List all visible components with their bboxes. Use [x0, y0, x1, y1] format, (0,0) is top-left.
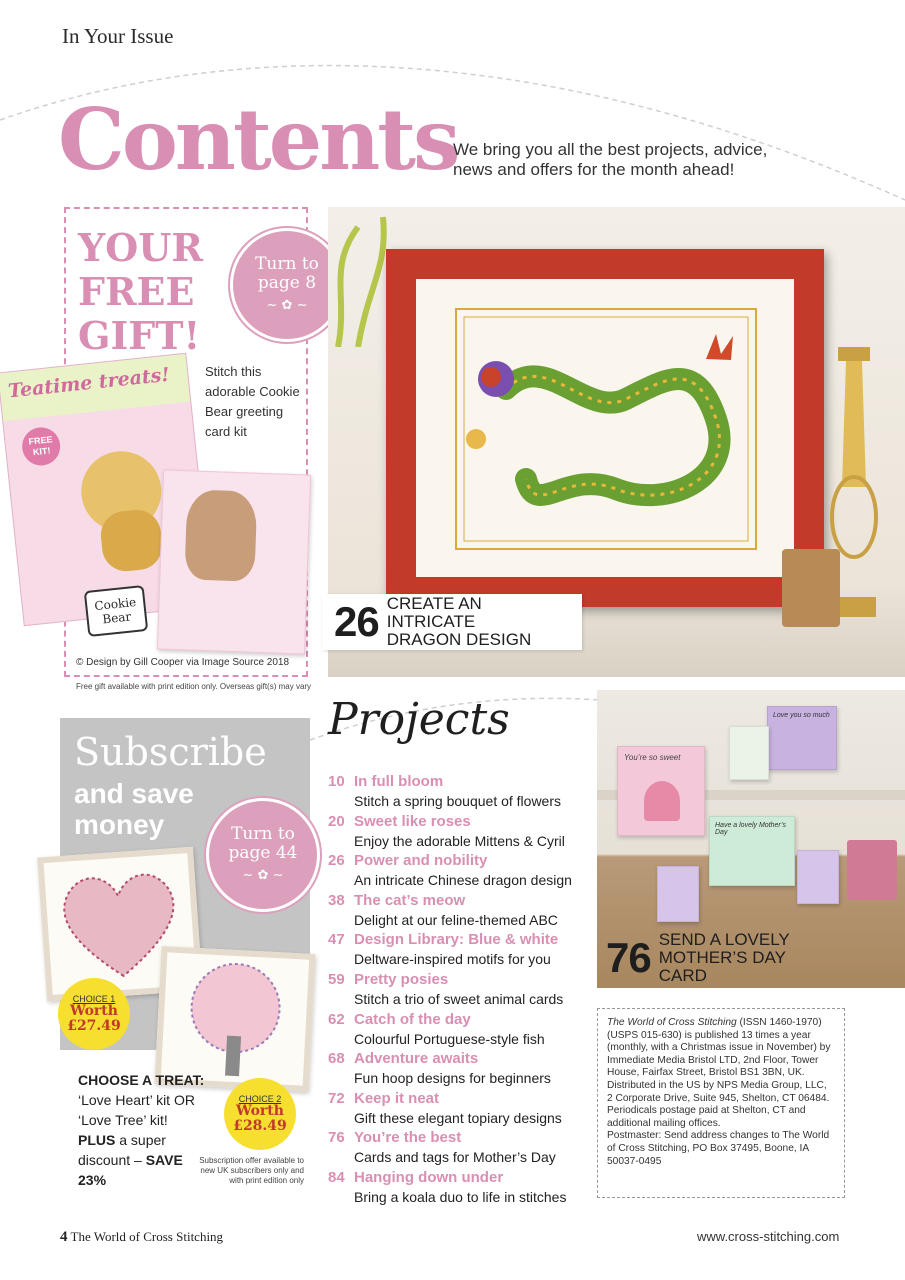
gift-tag-image: [729, 726, 769, 780]
dragon-caption[interactable]: [322, 594, 582, 650]
project-page-number: 47: [328, 931, 345, 949]
choice-label: CHOICE 1: [72, 994, 116, 1004]
project-heading: [328, 772, 590, 791]
choice-label: CHOICE 2: [238, 1094, 282, 1104]
turn-to-page-44-badge[interactable]: [206, 798, 320, 912]
cherry-tag-image: [797, 850, 839, 904]
page-number: 4: [60, 1229, 68, 1245]
page-title: Contents: [58, 90, 458, 189]
subscribe-note: Subscription offer available to new UK subscribers only and with print edition only: [199, 1156, 304, 1185]
project-heading: [328, 851, 590, 870]
treat-saving: SAVE 23%: [78, 1152, 183, 1188]
thread-spool-image: [782, 549, 840, 627]
card-text: Love you so much: [773, 712, 830, 719]
red-frame: [386, 249, 824, 607]
badge-line: Turn to: [255, 254, 319, 274]
caption-line: CREATE AN INTRICATE: [386, 594, 482, 631]
card-text: Have a lovely Mother’s Day: [715, 822, 786, 836]
free-gift-note: Free gift available with print edition only. Overseas gift(s) may vary: [76, 682, 312, 691]
projects-title: Projects: [328, 694, 510, 745]
project-page-number: 26: [328, 852, 345, 870]
project-heading: [328, 1168, 590, 1187]
project-heading: [328, 812, 590, 831]
caption-text: [387, 595, 570, 649]
love-card-image: [767, 706, 837, 770]
projects-list: [328, 772, 590, 1208]
choice-worth: Worth: [236, 1103, 284, 1119]
project-heading: [328, 891, 590, 910]
free-gift-description: Stitch this adorable Cookie Bear greeting card kit: [205, 364, 300, 439]
cookie-bear-logo: [84, 585, 148, 637]
project-item[interactable]: [328, 812, 590, 852]
image-credit: © Design by Gill Cooper via Image Source 2018: [76, 657, 290, 668]
caption-page-number: 26: [334, 598, 379, 645]
logo-line: Bear: [101, 609, 132, 627]
card-text: You’re so sweet: [624, 753, 681, 762]
subscribe-treat-text: [78, 1070, 208, 1190]
intro-text: We bring you all the best projects, advice, news and offers for the month ahead!: [453, 140, 768, 179]
project-page-number: 20: [328, 812, 345, 830]
free-gift-title: [78, 226, 203, 358]
project-heading: [328, 1128, 590, 1147]
treat-text: a super discount –: [78, 1132, 166, 1168]
swirl-icon: ~ ✿ ~: [266, 298, 308, 313]
cover-free-kit-badge: FREE KIT!: [20, 426, 62, 468]
project-item[interactable]: [328, 930, 590, 970]
project-page-number: 59: [328, 970, 345, 988]
project-item[interactable]: [328, 1089, 590, 1129]
postmaster-body: (ISSN 1460-1970) (USPS 015-630) is published 13 times a year (monthly, with a Christmas issue in November) by Immediate Media Bristol LTD, 2nd Floor, Tower House, Fairfax Street, Bristol BS1 3BN, UK. Distributed in the US by NPS Media Group, LLC, 2 Corporate Drive, Suite 945, Shelton, CT 06484. Periodicals postage paid at Shelton, CT and additional mailing offices.: [607, 1017, 831, 1129]
project-heading: [328, 930, 590, 949]
choice-price: £27.49: [67, 1018, 121, 1034]
cover-title: Teatime treats!: [0, 354, 190, 421]
badge-line: page 44: [228, 843, 298, 863]
treat-plus: PLUS: [78, 1132, 116, 1148]
caption-line: MOTHER’S DAY CARD: [658, 948, 786, 985]
tree-icon: [161, 952, 309, 1085]
postmaster-info: [597, 1008, 845, 1198]
project-heading: [328, 970, 590, 989]
project-item[interactable]: [328, 891, 590, 931]
bear-card-image: [157, 469, 311, 654]
badge-line: page 8: [257, 273, 317, 293]
choice-price: £28.49: [233, 1118, 287, 1134]
project-item[interactable]: [328, 1168, 590, 1208]
project-title: Catch of the day: [354, 1010, 471, 1028]
caption-line: SEND A LOVELY: [658, 930, 790, 949]
project-description: Gift these elegant topiary designs: [354, 1109, 562, 1126]
project-title: Adventure awaits: [354, 1050, 479, 1068]
bear-body-illustration: [99, 508, 165, 574]
turn-to-page-8-badge[interactable]: [230, 228, 344, 342]
treat-heading: CHOOSE A TREAT:: [78, 1072, 205, 1088]
project-page-number: 76: [328, 1129, 345, 1147]
project-heading: [328, 1089, 590, 1108]
project-description: Delight at our feline-themed ABC: [354, 911, 558, 928]
thread-tag-image: [657, 866, 699, 922]
project-heading: [328, 1049, 590, 1068]
footer-magazine-name: The World of Cross Stitching: [70, 1229, 224, 1244]
project-title: Hanging down under: [354, 1168, 504, 1186]
project-title: The cat’s meow: [354, 891, 466, 909]
project-page-number: 68: [328, 1050, 345, 1068]
project-page-number: 72: [328, 1089, 345, 1107]
project-title: In full bloom: [354, 773, 444, 790]
choice-2-badge: [224, 1078, 296, 1150]
project-heading: [328, 1010, 590, 1029]
frame-mat: [416, 279, 794, 577]
project-page-number: 10: [328, 773, 345, 790]
free-gift-title-line: FREE: [78, 269, 195, 314]
project-description: Deltware-inspired motifs for you: [354, 951, 551, 968]
project-item[interactable]: [328, 851, 590, 891]
sweet-card-image: [617, 746, 705, 836]
project-description: Enjoy the adorable Mittens & Cyril: [354, 832, 565, 849]
project-description: Fun hoop designs for beginners: [354, 1070, 551, 1087]
gift-box-image: [847, 840, 897, 900]
project-title: Power and nobility: [354, 852, 488, 870]
caption-line: DRAGON DESIGN: [386, 630, 532, 649]
project-item[interactable]: [328, 1128, 590, 1168]
project-page-number: 38: [328, 891, 345, 909]
project-description: Bring a koala duo to life in stitches: [354, 1188, 567, 1205]
cupcake-icon: [644, 781, 680, 821]
stitched-bear: [184, 489, 257, 581]
project-item[interactable]: [328, 970, 590, 1010]
dragon-icon: [416, 279, 794, 577]
project-title: Sweet like roses: [354, 812, 471, 830]
project-title: Keep it neat: [354, 1089, 440, 1107]
project-title: Design Library: Blue & white: [354, 931, 559, 949]
free-gift-title-line: YOUR: [78, 225, 203, 270]
logo-line: Cookie: [93, 594, 137, 614]
project-description: Stitch a spring bouquet of flowers: [354, 793, 562, 809]
mothers-day-caption[interactable]: [600, 930, 836, 986]
project-item[interactable]: [328, 1010, 590, 1050]
project-item[interactable]: [328, 772, 590, 812]
project-title: You’re the best: [354, 1129, 462, 1147]
project-description: An intricate Chinese dragon design: [354, 872, 572, 889]
subscribe-title: Subscribe: [74, 730, 267, 774]
mothers-day-card-image: [709, 816, 795, 886]
footer-url[interactable]: www.cross-stitching.com: [697, 1229, 840, 1244]
project-item[interactable]: [328, 1049, 590, 1089]
project-description: Stitch a trio of sweet animal cards: [354, 990, 564, 1007]
subscribe-tagline: and save money: [74, 778, 194, 840]
project-title: Pretty posies: [354, 970, 449, 988]
project-page-number: 84: [328, 1168, 345, 1186]
treat-text: ‘Love Heart’ kit OR ‘Love Tree’ kit!: [78, 1092, 195, 1128]
caption-text: [659, 931, 824, 985]
postmaster-address: Postmaster: Send address changes to The World of Cross Stitching, PO Box 37495, Boone, IA 50037-0495: [607, 1130, 830, 1167]
choice-worth: Worth: [70, 1003, 118, 1019]
footer-page: [60, 1229, 223, 1246]
project-description: Cards and tags for Mother’s Day: [354, 1149, 556, 1166]
postmaster-mag-name: The World of Cross Stitching: [607, 1017, 737, 1028]
project-description: Colourful Portuguese-style fish: [354, 1030, 545, 1047]
section-kicker: In Your Issue: [62, 24, 174, 48]
badge-line: Turn to: [231, 824, 295, 844]
swirl-icon: ~ ✿ ~: [242, 868, 284, 883]
caption-page-number: 76: [606, 934, 651, 981]
free-gift-title-line: GIFT!: [78, 313, 201, 358]
choice-1-badge: [58, 978, 130, 1050]
project-page-number: 62: [328, 1010, 345, 1028]
